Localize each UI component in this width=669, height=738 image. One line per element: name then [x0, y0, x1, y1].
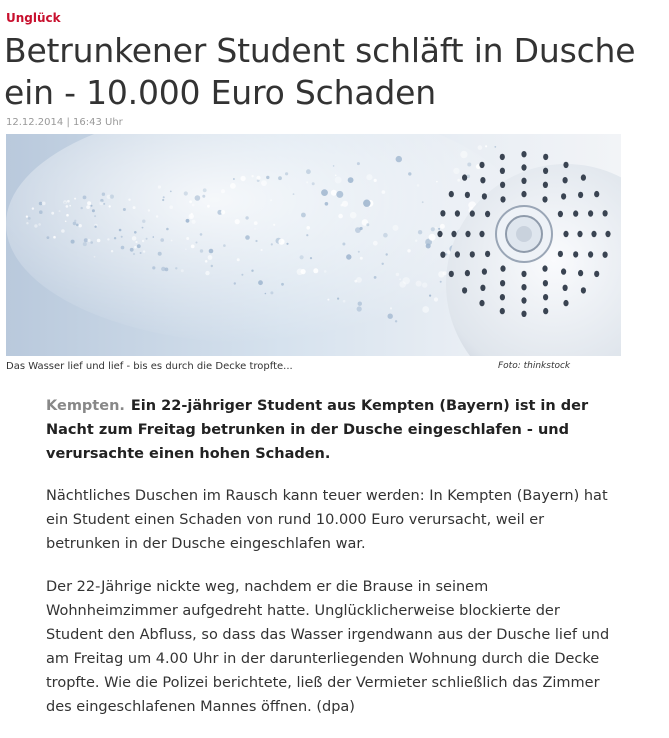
article-body	[46, 394, 618, 738]
dateline-separator: |	[66, 117, 70, 128]
article-paragraph: Der 22-Jährige nickte weg, nachdem er die Brause in seinem Wohnheimzimmer aufgedreht hatte. Unglücklicherweise blockierte der Student den Abfluss, so dass das Wasser irgendwann aus der Dusche lief und am Freitag um 4.00 Uhr in der darunterliegenden Wohnung durch die Decke tropfte. Wie die Polizei berichtete, ließ der Vermieter schließlich das Zimmer des eingeschlafenen Mannes öffnen. (dpa)	[46, 579, 610, 715]
publish-time: 16:43 Uhr	[73, 117, 123, 128]
article-lead	[46, 394, 618, 466]
image-credit: Foto: thinkstock	[498, 361, 571, 371]
publish-date: 12.12.2014	[6, 117, 64, 128]
page-title: Betrunkener Student schläft in Dusche ein - 10.000 Euro Schaden	[4, 31, 636, 112]
category-kicker[interactable]: Unglück	[6, 11, 61, 25]
dateline	[6, 117, 123, 128]
dateline-location: Kempten.	[46, 398, 125, 414]
image-caption: Das Wasser lief und lief - bis es durch die Decke tropfte...	[6, 361, 293, 372]
hero-image[interactable]	[6, 134, 621, 356]
lead-text: Ein 22-jähriger Student aus Kempten (Bayern) ist in der Nacht zum Freitag betrunken in der Dusche eingeschlafen - und verursachte einen hohen Schaden.	[46, 398, 589, 462]
article-paragraph: Nächtliches Duschen im Rausch kann teuer werden: In Kempten (Bayern) hat ein Student einen Schaden von rund 10.000 Euro verursacht, weil er betrunken in der Dusche eingeschlafen war.	[46, 488, 608, 552]
